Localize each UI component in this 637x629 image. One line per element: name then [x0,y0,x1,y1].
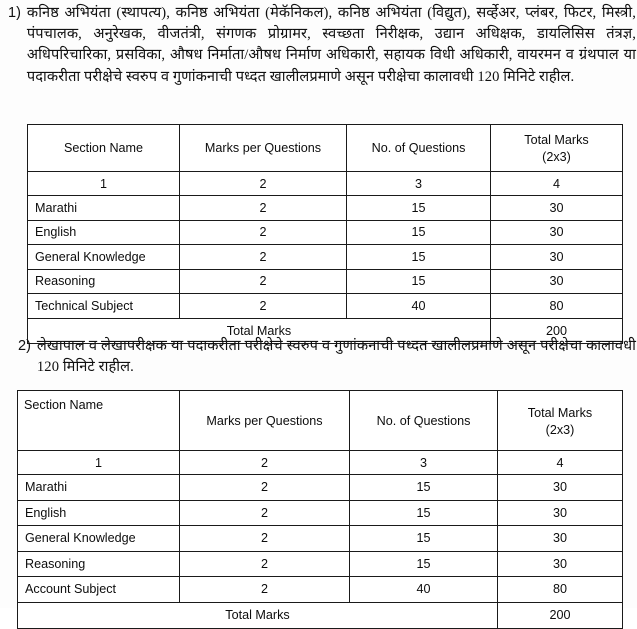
table-1-row-2-marks: 2 [180,245,347,270]
table-1-row-0-total: 30 [491,196,623,221]
table-1-header-row [28,125,623,172]
table-row [18,500,623,526]
table-2-row-0-total: 30 [498,475,623,501]
exam-pattern-table-1 [27,124,623,344]
paragraph-1-text: कनिष्ठ अभियंता (स्थापत्य), कनिष्ठ अभियंता (मेकॅनिकल), कनिष्ठ अभियंता (विद्युत), सर्व्हेअर, प्लंबर, फिटर, मिस्त्री, पंपचालक, अनुरेखक, वीजतंत्री, संगणक प्रोग्रामर, स्वच्छता निरीक्षक, उद्यान अधिक्षक, डायलिसिस तंत्रज्ञ, अधिपरिचारिका, प्रसविका, औषध निर्माता/औषध निर्माण अधिकारी, सहायक विधी अधिकारी, वायरमन व ग्रंथपाल या पदाकरीता परीक्षेचे स्वरुप व गुणांकनाची पध्दत खालीलप्रमाणे असून परीक्षेचा कालावधी 120 मिनिटे राहील. [26,5,636,85]
table-row [18,577,623,603]
table-1-row-1-questions: 15 [347,220,491,245]
table-row [28,294,623,319]
table-2-row-3-total: 30 [498,551,623,577]
table-1-row-1-marks: 2 [180,220,347,245]
table-2-total-value: 200 [498,602,623,628]
table-2-row-4-marks: 2 [180,577,350,603]
table-1-row-3-marks: 2 [180,269,347,294]
table-1-header-total-marks-line1: Total Marks [524,133,589,147]
paragraph-2 [18,336,636,378]
table-2-colnum-4: 4 [498,451,623,475]
table-2-colnum-1: 1 [18,451,180,475]
table-2-row-3-questions: 15 [350,551,498,577]
table-1-row-2-total: 30 [491,245,623,270]
table-1-colnum-1: 1 [28,172,180,196]
table-row [18,475,623,501]
table-row [18,551,623,577]
table-1-row-3-section: Reasoning [28,269,180,294]
table-1-row-2-questions: 15 [347,245,491,270]
table-2-header-row [18,391,623,451]
table-1-row-1-section: English [28,220,180,245]
table-2-header-no-of-questions: No. of Questions [350,391,498,451]
table-2-row-4-section: Account Subject [18,577,180,603]
table-2-row-4-total: 80 [498,577,623,603]
table-1-colnum-2: 2 [180,172,347,196]
table-2-total-row [18,602,623,628]
table-1-row-2-section: General Knowledge [28,245,180,270]
table-2-header-marks-per-questions: Marks per Questions [180,391,350,451]
table-1-header-total-marks-line2: (2x3) [542,150,571,164]
table-1-row-0-section: Marathi [28,196,180,221]
table-2-row-1-section: English [18,500,180,526]
table-2-row-0-section: Marathi [18,475,180,501]
paragraph-2-number: 2) [18,338,31,354]
table-1-colnum-4: 4 [491,172,623,196]
table-2-row-4-questions: 40 [350,577,498,603]
paragraph-1 [8,3,636,88]
table-1-row-4-section: Technical Subject [28,294,180,319]
table-1-colnum-3: 3 [347,172,491,196]
table-2-row-1-marks: 2 [180,500,350,526]
table-1-header-no-of-questions: No. of Questions [347,125,491,172]
table-1-header-marks-per-questions: Marks per Questions [180,125,347,172]
table-2-row-2-total: 30 [498,526,623,552]
table-1-row-4-total: 80 [491,294,623,319]
table-row [28,245,623,270]
table-2-header-total-marks-line1: Total Marks [527,405,593,420]
table-2-row-0-questions: 15 [350,475,498,501]
table-1-column-number-row [28,172,623,196]
table-2-total-label: Total Marks [18,602,498,628]
table-2-row-3-marks: 2 [180,551,350,577]
table-2-header-total-marks-line2: (2x3) [545,422,575,437]
table-2-colnum-3: 3 [350,451,498,475]
table-1-header-total-marks [491,125,623,172]
table-2-row-0-marks: 2 [180,475,350,501]
table-row [18,526,623,552]
table-1-header-section-name: Section Name [28,125,180,172]
table-1-row-3-questions: 15 [347,269,491,294]
table-1-row-4-questions: 40 [347,294,491,319]
table-2-row-1-total: 30 [498,500,623,526]
table-2-colnum-2: 2 [180,451,350,475]
table-2-header-section-name: Section Name [18,391,180,451]
table-row [28,220,623,245]
table-1-row-0-questions: 15 [347,196,491,221]
table-2-column-number-row [18,451,623,475]
paragraph-2-text: लेखापाल व लेखापरीक्षक या पदाकरीता परीक्षेचे स्वरुप व गुणांकनाची पध्दत खालीलप्रमाणे असून परीक्षेचा कालावधी 120 मिनिटे राहील. [36,338,636,376]
exam-pattern-table-2 [17,390,623,629]
table-2-row-2-section: General Knowledge [18,526,180,552]
table-2-row-1-questions: 15 [350,500,498,526]
table-1-row-0-marks: 2 [180,196,347,221]
table-row [28,196,623,221]
table-row [28,269,623,294]
table-1-row-4-marks: 2 [180,294,347,319]
table-1-row-3-total: 30 [491,269,623,294]
table-1-total-label: Total Marks [28,318,491,343]
paragraph-1-number: 1) [8,5,21,21]
table-1-row-1-total: 30 [491,220,623,245]
table-2-header-total-marks [498,391,623,451]
table-2-row-3-section: Reasoning [18,551,180,577]
table-1-total-value: 200 [491,318,623,343]
table-2-row-2-marks: 2 [180,526,350,552]
table-2-row-2-questions: 15 [350,526,498,552]
